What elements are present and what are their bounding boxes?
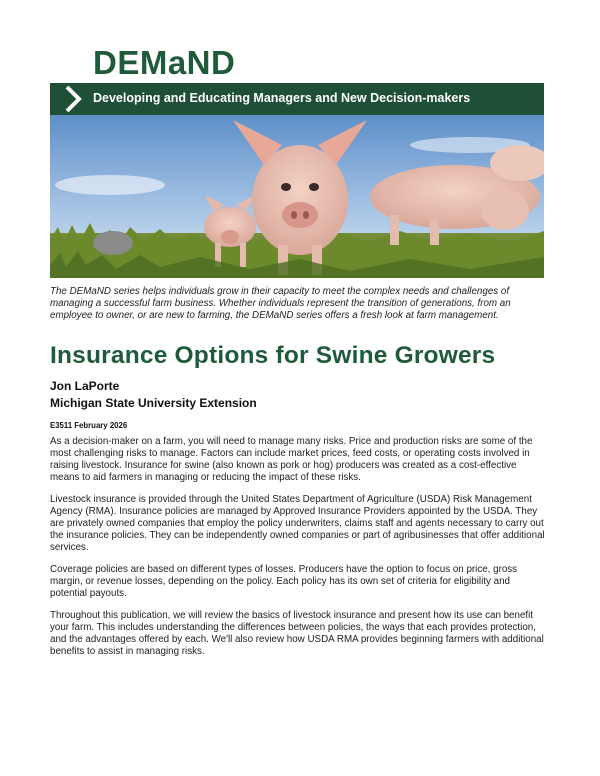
- demand-logo: DEMaND: [93, 44, 236, 81]
- chevron-right-icon: [64, 85, 84, 113]
- article-body: [50, 436, 548, 668]
- hero-image: [50, 115, 544, 278]
- series-intro: The DEMaND series helps individuals grow in their capacity to meet the complex needs and challenges of managing a successful farm business. Whether individuals represent the transition of generations, from an employee to owner, or are new to farming, the DEMaND series offers a fresh look at farm management.: [50, 286, 511, 321]
- page-title: Insurance Options for Swine Growers: [50, 342, 496, 369]
- author-name: Jon LaPorte: [50, 379, 120, 393]
- paragraph: Throughout this publication, we will review the basics of livestock insurance and present how its use can benefit your farm. This includes understanding the differences between policies, the ways that each provides protection, and the advantages offered by each. We'll also review how USDA RMA provides beginning farmers with additional benefits to assist in managing risks.: [50, 610, 544, 657]
- author-affiliation: Michigan State University Extension: [50, 396, 257, 410]
- paragraph: As a decision-maker on a farm, you will need to manage many risks. Price and production risks are some of the most challenging risks to manage. Factors can include market prices, feed costs, or operating costs involved in raising livestock. Insurance for swine (also known as pork or hog) producers was created as a cost-effective means to aid farmers in managing or reducing the impact of these risks.: [50, 436, 533, 483]
- pigs-in-field-photo-icon: [50, 115, 544, 278]
- publication-code: E3511 February 2026: [50, 421, 128, 430]
- paragraph: Livestock insurance is provided through the United States Department of Agriculture (USDA) Risk Management Agency (RMA). Insurance policies are managed by Approved Insurance Providers appointed by the USDA. They are privately owned companies that employ the policy underwriters, claims staff and agents necessary to carry out the insurance policies. They can be independently owned companies or part of agribusinesses that offer additional services.: [50, 494, 545, 553]
- banner-tagline: Developing and Educating Managers and New Decision-makers: [93, 91, 471, 105]
- paragraph: Coverage policies are based on different types of losses. Producers have the option to focus on price, gross margin, or revenue losses, depending on the policy. Each policy has its own set of criteria for eligibility and potential payouts.: [50, 564, 518, 599]
